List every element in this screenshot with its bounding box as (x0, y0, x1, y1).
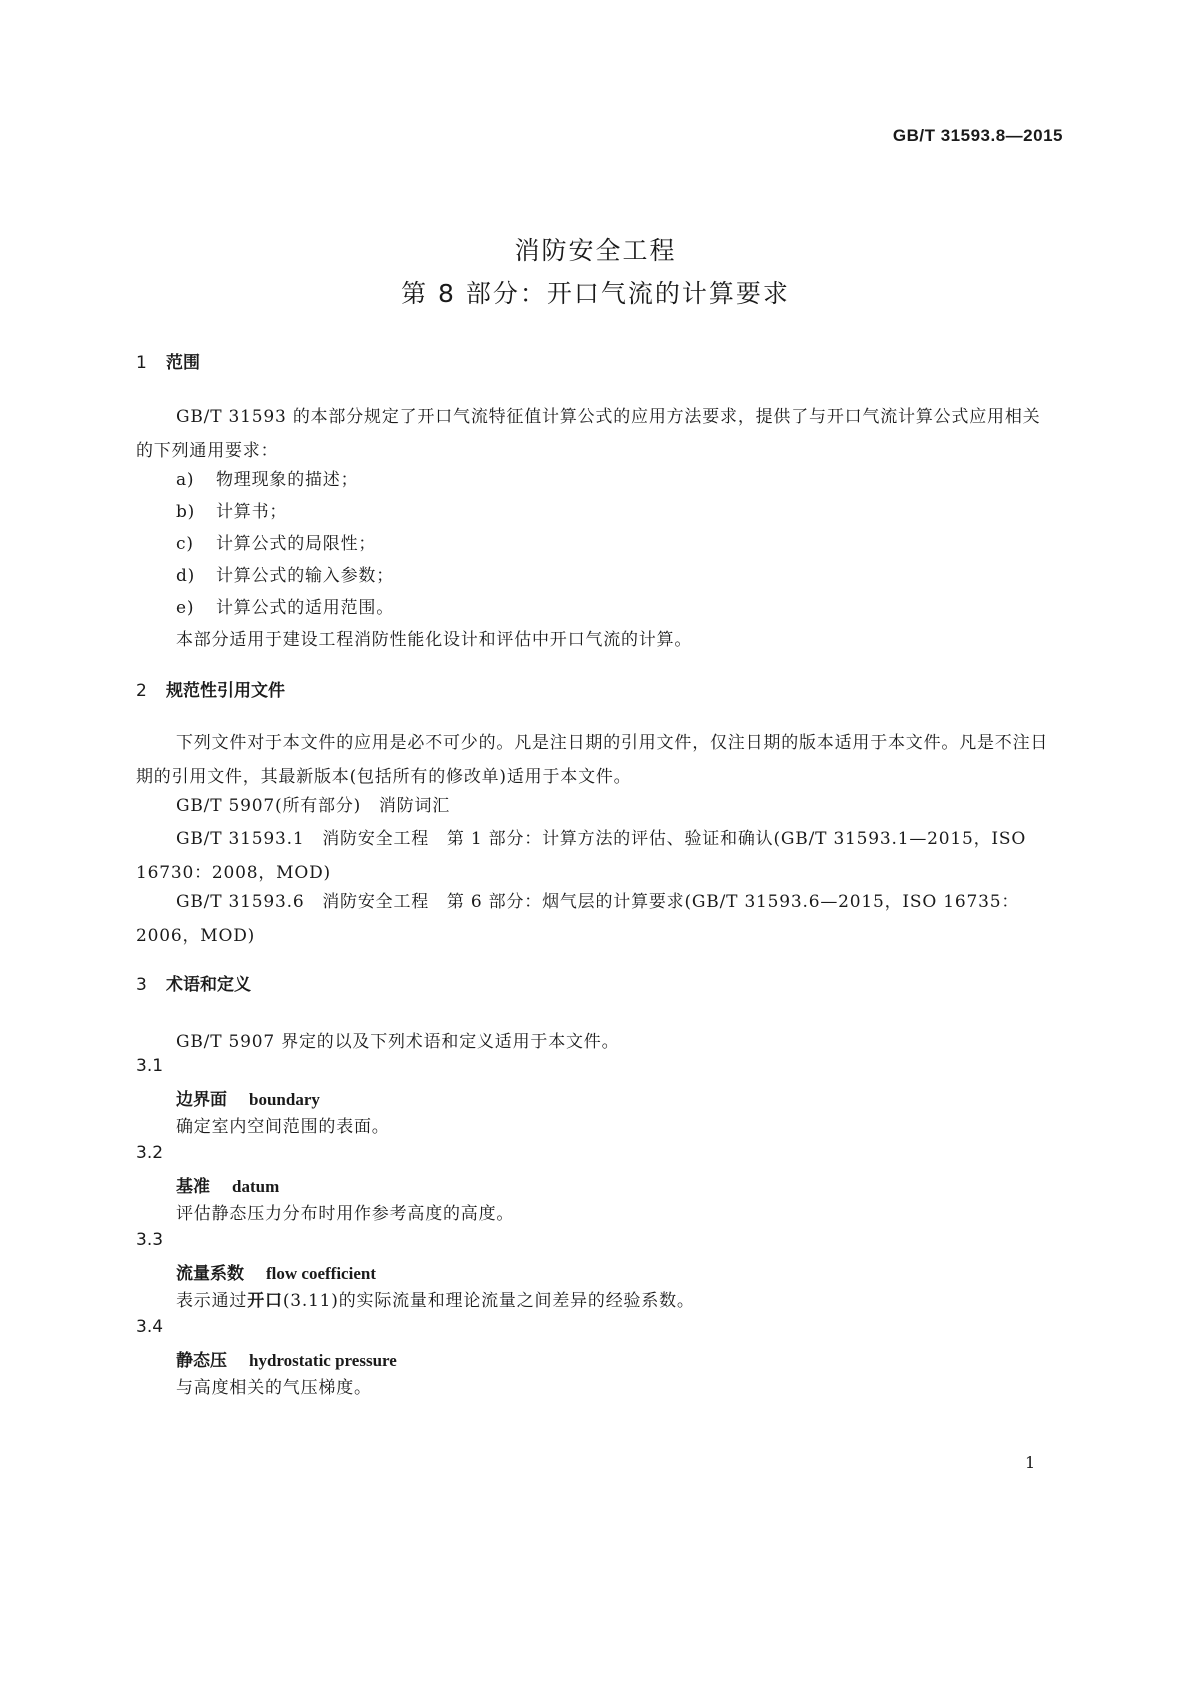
list-text: 计算书； (216, 502, 288, 522)
section-2-intro: 下列文件对于本文件的应用是必不可少的。凡是注日期的引用文件，仅注日期的版本适用于本文件。凡是不注日期的引用文件，其最新版本(包括所有的修改单)适用于本文件。 (136, 733, 1049, 787)
term-en: flow coefficient (266, 1264, 376, 1283)
term-definition: 评估静态压力分布时用作参考高度的高度。 (176, 1204, 515, 1224)
list-marker: a) (176, 470, 195, 490)
reference-item: GB/T 31593.1 消防安全工程 第 1 部分：计算方法的评估、验证和确认(GB/T 31593.1—2015，ISO 16730：2008，MOD) (136, 829, 1027, 883)
section-1-scope: 本部分适用于建设工程消防性能化设计和评估中开口气流的计算。 (176, 630, 693, 650)
section-title: 规范性引用文件 (166, 681, 285, 701)
section-number: 2 (136, 681, 147, 701)
term-heading (176, 1346, 397, 1371)
cross-reference-term: 开口 (247, 1291, 283, 1311)
section-title: 范围 (166, 353, 200, 373)
list-text: 计算公式的适用范围。 (216, 598, 394, 618)
term-number: 3.1 (136, 1056, 164, 1076)
list-marker: c) (176, 534, 194, 554)
list-text: 计算公式的输入参数； (216, 566, 394, 586)
term-heading (176, 1259, 376, 1284)
document-subtitle: 第 8 部分：开口气流的计算要求 (401, 279, 790, 308)
term-number: 3.3 (136, 1230, 164, 1250)
list-item (176, 593, 394, 618)
section-3-intro: GB/T 5907 界定的以及下列术语和定义适用于本文件。 (176, 1032, 620, 1052)
section-1-heading (136, 348, 200, 373)
term-zh: 基准 (176, 1177, 210, 1197)
section-title: 术语和定义 (166, 975, 251, 995)
term-definition: 确定室内空间范围的表面。 (176, 1117, 390, 1137)
page-number: 1 (1025, 1453, 1036, 1472)
section-number: 1 (136, 353, 147, 373)
list-text: 计算公式的局限性； (216, 534, 377, 554)
document-title: 消防安全工程 (514, 236, 677, 265)
section-1-intro: GB/T 31593 的本部分规定了开口气流特征值计算公式的应用方法要求，提供了与开口气流计算公式应用相关的下列通用要求： (136, 407, 1041, 461)
list-marker: d) (176, 566, 196, 586)
term-number: 3.4 (136, 1317, 164, 1337)
definition-text: (3.11)的实际流量和理论流量之间差异的经验系数。 (282, 1291, 695, 1311)
list-marker: e) (176, 598, 195, 618)
term-zh: 流量系数 (176, 1264, 244, 1284)
term-en: boundary (249, 1090, 320, 1109)
standard-number: GB/T 31593.8—2015 (892, 126, 1063, 145)
term-en: datum (232, 1177, 280, 1196)
section-2-heading (136, 676, 285, 701)
term-heading (176, 1172, 279, 1197)
term-heading (176, 1085, 320, 1110)
list-item (176, 561, 394, 586)
term-zh: 静态压 (176, 1351, 227, 1371)
term-en: hydrostatic pressure (249, 1351, 397, 1370)
definition-text: 表示通过 (176, 1291, 248, 1311)
reference-item: GB/T 5907(所有部分) 消防词汇 (176, 796, 451, 816)
term-definition: 与高度相关的气压梯度。 (176, 1378, 372, 1398)
term-number: 3.2 (136, 1143, 164, 1163)
list-text: 物理现象的描述； (216, 470, 359, 490)
list-item (176, 465, 358, 490)
list-item (176, 529, 376, 554)
list-marker: b) (176, 502, 196, 522)
section-3-heading (136, 970, 251, 995)
term-zh: 边界面 (176, 1090, 227, 1110)
list-item (176, 497, 287, 522)
term-definition (176, 1286, 695, 1311)
reference-item: GB/T 31593.6 消防安全工程 第 6 部分：烟气层的计算要求(GB/T 31593.6—2015，ISO 16735：2006，MOD) (136, 892, 1020, 946)
section-number: 3 (136, 975, 147, 995)
